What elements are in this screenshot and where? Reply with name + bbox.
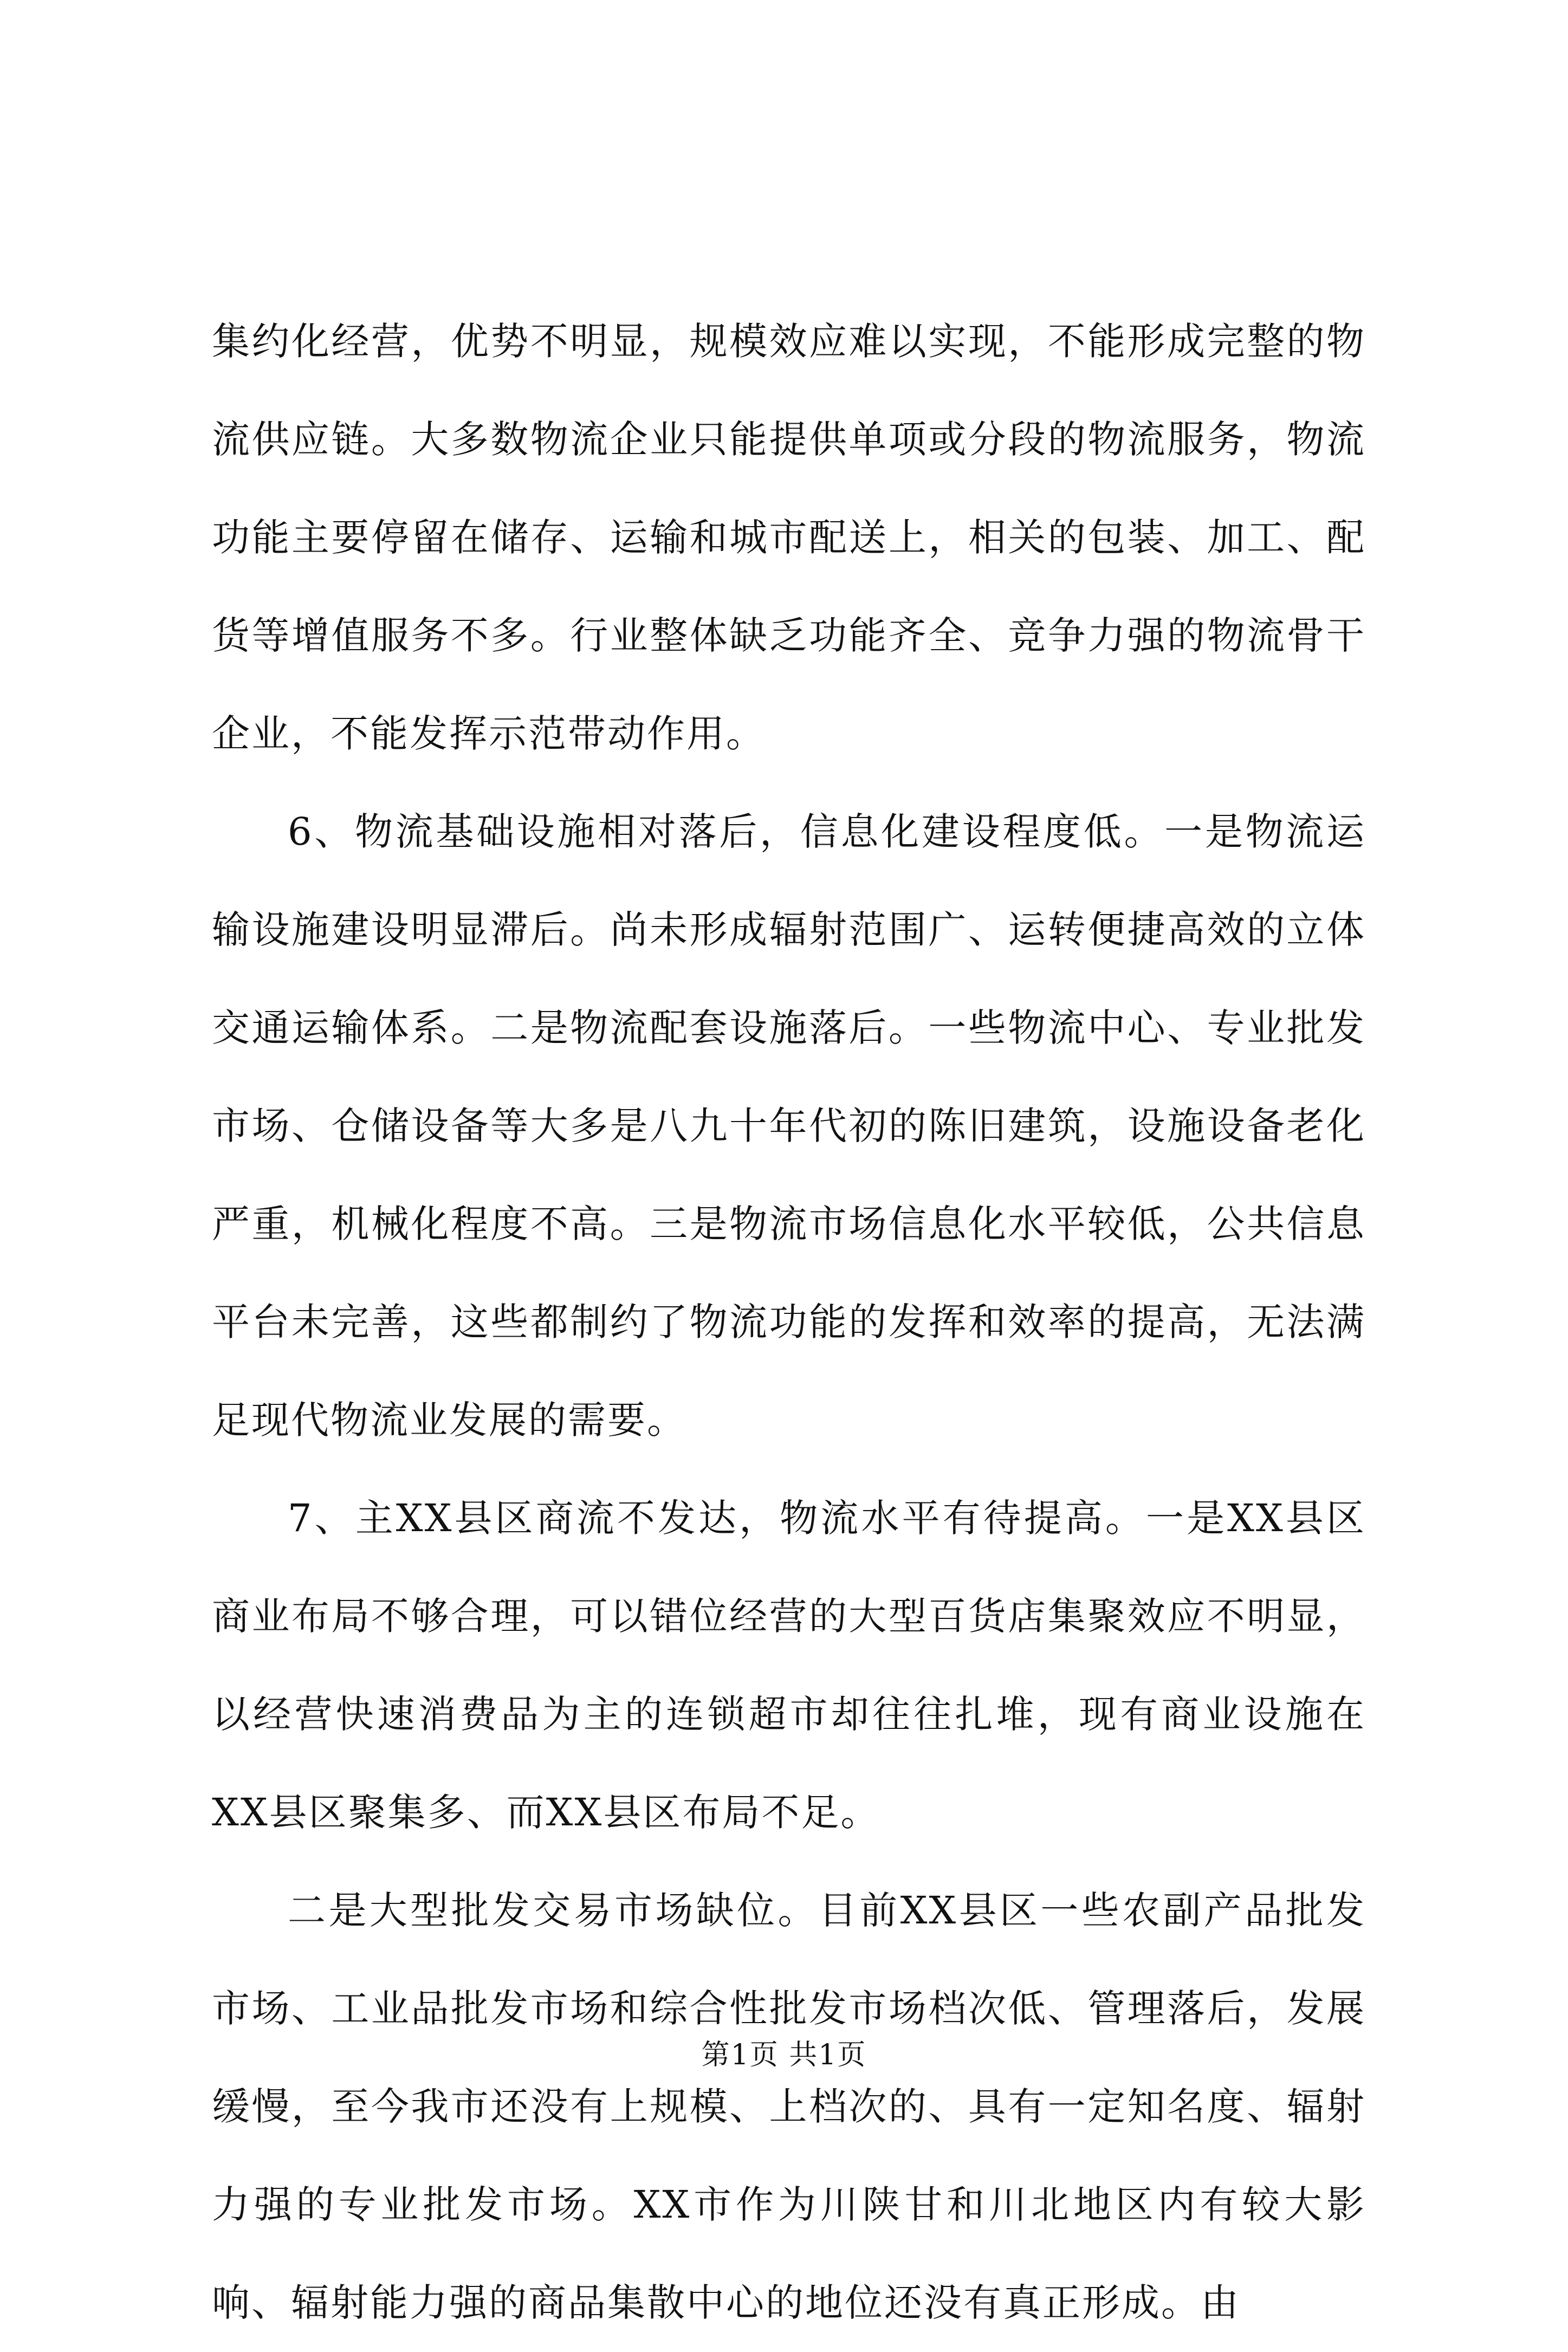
paragraph-2: 6、物流基础设施相对落后，信息化建设程度低。一是物流运输设施建设明显滞后。尚未形成辐射范围广、运转便捷高效的立体交通运输体系。二是物流配套设施落后。一些物流中心、专业批发市场、仓储设备等大多是八九十年代初的陈旧建筑，设施设备老化严重，机械化程度不高。三是物流市场信息化水平较低，公共信息平台未完善，这些都制约了物流功能的发挥和效率的提高，无法满足现代物流业发展的需要。 (212, 809, 1366, 1442)
page-footer: 第1页 共1页 (701, 2039, 867, 2071)
paragraph-4: 二是大型批发交易市场缺位。目前XX县区一些农副产品批发市场、工业品批发市场和综合性批发市场档次低、管理落后，发展缓慢，至今我市还没有上规模、上档次的、具有一定知名度、辐射力强的专业批发市场。XX市作为川陕甘和川北地区内有较大影响、辐射能力强的商品集散中心的地位还没有真正形成。由 (212, 1888, 1366, 2325)
paragraph-1: 集约化经营，优势不明显，规模效应难以实现，不能形成完整的物流供应链。大多数物流企业只能提供单项或分段的物流服务，物流功能主要停留在储存、运输和城市配送上，相关的包装、加工、配货等增值服务不多。行业整体缺乏功能齐全、竞争力强的物流骨干企业，不能发挥示范带动作用。 (212, 319, 1366, 756)
paragraph-3: 7、主XX县区商流不发达，物流水平有待提高。一是XX县区商业布局不够合理，可以错位经营的大型百货店集聚效应不明显，以经营快速消费品为主的连锁超市却往往扎堆，现有商业设施在XX县区聚集多、而XX县区布局不足。 (212, 1496, 1366, 1835)
